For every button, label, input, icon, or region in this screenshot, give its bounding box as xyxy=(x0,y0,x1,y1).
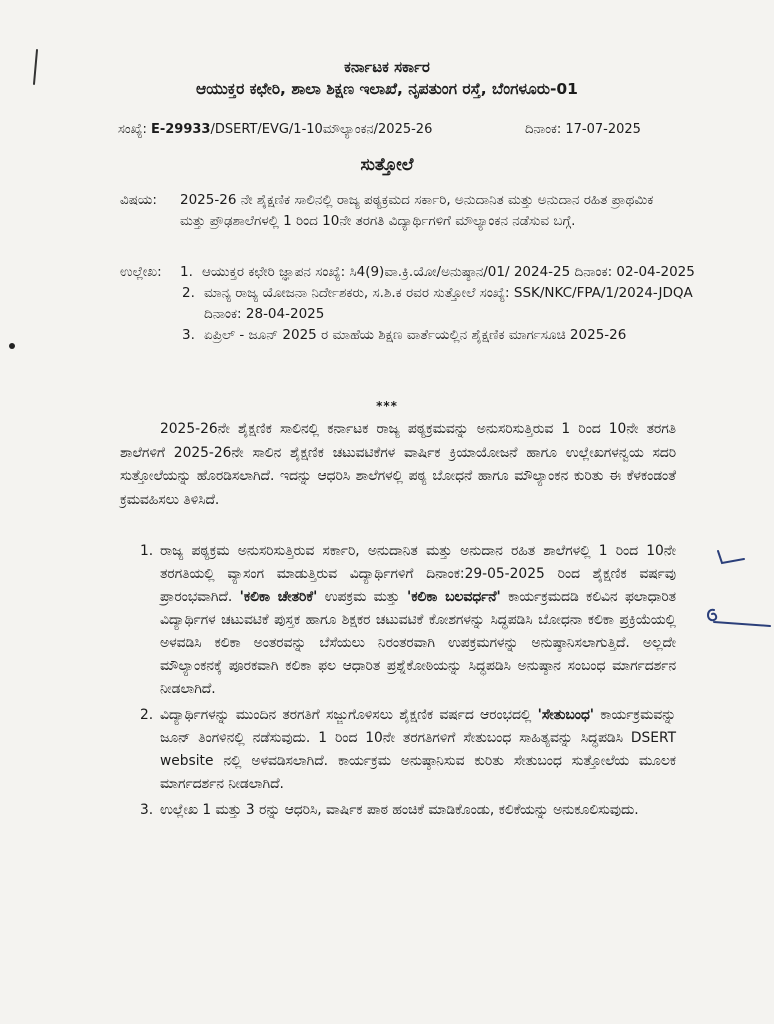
references-label: ಉಲ್ಲೇಖ: xyxy=(120,264,162,280)
program-name-bold: 'ಸೇತುಬಂಧ' xyxy=(537,707,594,723)
ink-dot-mark xyxy=(8,342,16,350)
subject-label: ವಿಷಯ: xyxy=(120,192,157,208)
list-item xyxy=(140,799,676,822)
reference-item-text: ಮಾನ್ಯ ರಾಜ್ಯ ಯೋಜನಾ ನಿರ್ದೇಶಕರು, ಸ.ಶಿ.ಕ ರವರ ಸುತ್ತೋಲೆ ಸಂಖ್ಯೆ: SSK/NKC/FPA/1/2024-JDQA ದಿನಾಂಕ: 28-04-2025 xyxy=(204,285,693,322)
section-separator: *** xyxy=(376,399,398,413)
list-item-text: ವಿದ್ಯಾರ್ಥಿಗಳನ್ನು ಮುಂದಿನ ತರಗತಿಗೆ ಸಜ್ಜುಗೊಳಿಸಲು ಶೈಕ್ಷಣಿಕ ವರ್ಷದ ಆರಂಭದಲ್ಲಿ xyxy=(160,707,538,723)
list-item xyxy=(140,540,676,701)
list-item xyxy=(140,704,676,796)
document-title: ಸುತ್ತೋಲೆ xyxy=(360,155,414,175)
reference-file-rest: /DSERT/EVG/1-10ಮೌಲ್ಯಾಂಕನ/2025-26 xyxy=(210,122,433,137)
references-block xyxy=(120,262,700,346)
list-item-number: 1. xyxy=(140,543,154,559)
document-date xyxy=(525,122,641,137)
list-item-number: 2. xyxy=(140,707,154,723)
reference-number xyxy=(118,122,432,137)
list-item-text: ರಾಜ್ಯ ಪಠ್ಯಕ್ರಮ ಅನುಸರಿಸುತ್ತಿರುವ ಸರ್ಕಾರಿ, ಅನುದಾನಿತ ಮತ್ತು ಅನುದಾನ ರಹಿತ ಶಾಲೆಗಳಲ್ಲಿ 1 ರಿಂದ 10ನೇ ತರಗತಿಯಲ್ಲಿ ವ್ಯಾಸಂಗ ಮಾಡುತ್ತಿರುವ ವಿದ್ಯಾರ್ಥಿಗಳಿಗೆ ದಿನಾಂಕ:29-05-2025 ರಿಂದ ಶೈಕ್ಷಣಿಕ ವರ್ಷವು ಪ್ರಾರಂಭವಾಗಿದೆ. xyxy=(160,543,676,605)
date-value: 17-07-2025 xyxy=(565,122,641,137)
reference-item-number: 3. xyxy=(182,327,195,343)
office-address: ಆಯುಕ್ತರ ಕಛೇರಿ, ಶಾಲಾ ಶಿಕ್ಷಣ ಇಲಾಖೆ, ನೃಪತುಂಗ ರಸ್ತೆ, ಬೆಂಗಳೂರು-01 xyxy=(196,80,578,98)
underline-stroke-mark xyxy=(700,600,772,632)
subject-block xyxy=(120,190,680,232)
reference-item-number: 2. xyxy=(182,285,195,301)
intro-paragraph: 2025-26ನೇ ಶೈಕ್ಷಣಿಕ ಸಾಲಿನಲ್ಲಿ ಕರ್ನಾಟಕ ರಾಜ್ಯ ಪಠ್ಯಕ್ರಮವನ್ನು ಅನುಸರಿಸುತ್ತಿರುವ 1 ರಿಂದ 10ನೇ ತರಗತಿ ಶಾಲೆಗಳಿಗೆ 2025-26ನೇ ಸಾಲಿನ ಶೈಕ್ಷಣಿಕ ಚಟುವಟಿಕೆಗಳ ವಾರ್ಷಿಕ ಕ್ರಿಯಾಯೋಜನೆ ಹಾಗೂ ಉಲ್ಲೇಖಗಳನ್ವಯ ಸದರಿ ಸುತ್ತೋಲೆಯನ್ನು ಹೊರಡಿಸಲಾಗಿದೆ. ಇದನ್ನು ಆಧರಿಸಿ ಶಾಲೆಗಳಲ್ಲಿ ಪಠ್ಯ ಬೋಧನೆ ಹಾಗೂ ಮೌಲ್ಯಾಂಕನ ಕುರಿತು ಈ ಕೆಳಕಂಡಂತೆ ಕ್ರಮವಹಿಸಲು ತಿಳಿಸಿದೆ. xyxy=(120,421,676,508)
reference-item-number: 1. xyxy=(180,264,193,280)
list-item-text: ಕಾರ್ಯಕ್ರಮದಡಿ ಕಲಿವಿನ ಫಲಾಧಾರಿತ ವಿದ್ಯಾರ್ಥಿಗಳ ಚಟುವಟಿಕೆ ಪುಸ್ತಕ ಹಾಗೂ ಶಿಕ್ಷಕರ ಚಟುವಟಿಕೆ ಕೋಶಗಳನ್ನು ಸಿದ್ಧಪಡಿಸಿ ಬೋಧನಾ ಕಲಿಕಾ ಪ್ರಕ್ರಿಯೆಯಲ್ಲಿ ಅಳವಡಿಸಿ ಕಲಿಕಾ ಅಂತರವನ್ನು ಬೆಸೆಯಲು ನಿರಂತರವಾಗಿ ಉಪಕ್ರಮಗಳನ್ನು ಅನುಷ್ಠಾನಿಸಲಾಗುತ್ತಿದೆ. ಅಲ್ಲದೇ ಮೌಲ್ಯಾಂಕನಕ್ಕೆ ಪೂರಕವಾಗಿ ಕಲಿಕಾ ಫಲ ಆಧಾರಿತ ಪ್ರಶ್ನೆಕೋಠಿಯನ್ನು ಸಿದ್ಧಪಡಿಸಿ ಅನುಷ್ಠಾನ ಸಂಬಂಧ ಮಾರ್ಗದರ್ಶನ ನೀಡಲಾಗಿದೆ. xyxy=(160,589,676,697)
reference-item xyxy=(182,283,700,325)
government-heading: ಕರ್ನಾಟಕ ಸರ್ಕಾರ xyxy=(344,58,430,76)
subject-text: 2025-26 ನೇ ಶೈಕ್ಷಣಿಕ ಸಾಲಿನಲ್ಲಿ ರಾಜ್ಯ ಪಠ್ಯಕ್ರಮದ ಸರ್ಕಾರಿ, ಅನುದಾನಿತ ಮತ್ತು ಅನುದಾನ ರಹಿತ ಪ್ರಾಥಮಿಕ ಮತ್ತು ಪ್ರೌಢಶಾಲೆಗಳಲ್ಲಿ 1 ರಿಂದ 10ನೇ ತರಗತಿ ವಿದ್ಯಾರ್ಥಿಗಳಿಗೆ ಮೌಲ್ಯಾಂಕನ ನಡೆಸುವ ಬಗ್ಗೆ. xyxy=(180,192,654,229)
reference-label: ಸಂಖ್ಯೆ: xyxy=(118,122,147,137)
reference-item-text: ಏಪ್ರಿಲ್ - ಜೂನ್ 2025 ರ ಮಾಹೆಯ ಶಿಕ್ಷಣ ವಾರ್ತೆಯಲ್ಲಿನ ಶೈಕ್ಷಣಿಕ ಮಾರ್ಗಸೂಚಿ 2025-26 xyxy=(204,327,627,343)
list-item-text: ಕಾರ್ಯಕ್ರಮವನ್ನು ಜೂನ್ ತಿಂಗಳಿನಲ್ಲಿ ನಡೆಸುವುದು. 1 ರಿಂದ 10ನೇ ತರಗತಿಗಳಿಗೆ ಸೇತುಬಂಧ ಸಾಹಿತ್ಯವನ್ನು ಸಿದ್ಧಪಡಿಸಿ DSERT website ನಲ್ಲಿ ಅಳವಡಿಸಲಾಗಿದೆ. ಕಾರ್ಯಕ್ರಮ ಅನುಷ್ಠಾನಿಸುವ ಕುರಿತು ಸೇತುಬಂಧ ಸುತ್ತೋಲೆಯ ಮೂಲಕ ಮಾರ್ಗದರ್ಶನ ನೀಡಲಾಗಿದೆ. xyxy=(160,707,676,792)
reference-item xyxy=(182,325,700,346)
reference-item-text: ಆಯುಕ್ತರ ಕಛೇರಿ ಜ್ಞಾಪನ ಸಂಖ್ಯೆ: ಸಿ4(9)ವಾ.ಕ್ರಿ.ಯೋ/ಅನುಷ್ಠಾನ/01/ 2024-25 ದಿನಾಂಕ: 02-04-2025 xyxy=(202,264,695,280)
instruction-list xyxy=(140,540,676,825)
program-name-bold: 'ಕಲಿಕಾ ಚೇತರಿಕೆ' xyxy=(239,589,318,605)
reference-item xyxy=(180,262,700,283)
tick-mark xyxy=(712,545,748,569)
list-item-number: 3. xyxy=(140,802,154,818)
list-item-text: ಉಲ್ಲೇಖ 1 ಮತ್ತು 3 ರನ್ನು ಆಧರಿಸಿ, ವಾರ್ಷಿಕ ಪಾಠ ಹಂಚಿಕೆ ಮಾಡಿಕೊಂಡು, ಕಲಿಕೆಯನ್ನು ಅನುಕೂಲಿಸುವುದು. xyxy=(160,802,639,818)
reference-file-id: E-29933 xyxy=(150,122,211,137)
date-label: ದಿನಾಂಕ: xyxy=(525,122,562,137)
program-name-bold: 'ಕಲಿಕಾ ಬಲವರ್ಧನೆ' xyxy=(406,589,501,605)
list-item-text: ಉಪಕ್ರಮ ಮತ್ತು xyxy=(317,589,407,605)
